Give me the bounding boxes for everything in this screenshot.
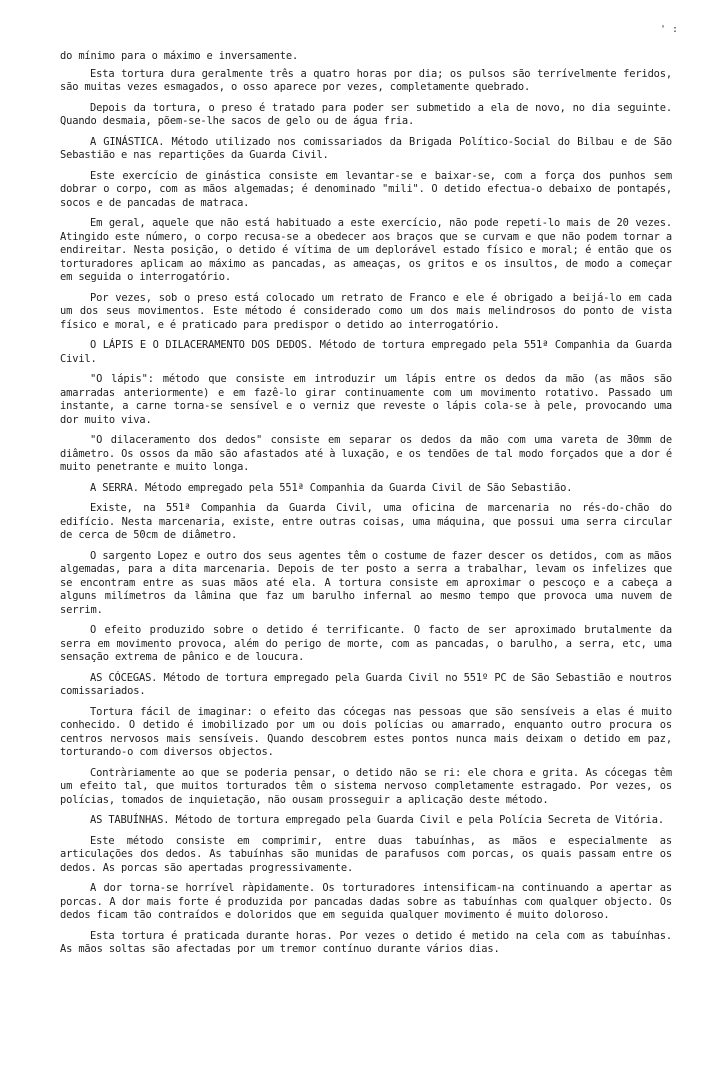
section-heading-ginastica: A GINÁSTICA. Método utilizado nos comissariados da Brigada Político-Social do Bilbau e de São Sebastião e nas repartições da Guarda Civil. [60,135,672,161]
section-heading-tabuinhas: AS TABUÍNHAS. Método de tortura empregado pela Guarda Civil e pela Polícia Secreta de Vitória. [90,814,664,826]
paragraph-1: do mínimo para o máximo e inversamente. [60,50,299,62]
section-heading-serra: A SERRA. Método empregado pela 551ª Companhia da Guarda Civil de São Sebastião. [90,481,573,494]
paragraph-9: "O lápis": método que consiste em introduzir um lápis entre os dedos da mão (as mãos são amarradas anteriormente) e em fazê-lo girar continuamente com um movimento rotativo. Passado um instante, a carne torna-se sensível e o verniz que reveste o lápis cola-se à pele, provocando uma dor muito viva. [60,373,672,426]
paragraph-20: A dor torna-se horrível ràpidamente. Os torturadores intensificam-na continuando a apertar as porcas. A dor mais forte é produzida por pancadas dadas sobre as tabuínhas com qualquer objecto. Os dedos ficam tão contraídos e doloridos que em seguida qualquer movimento é muito doloroso. [60,882,672,921]
paragraph-19: Este método consiste em comprimir, entre duas tabuínhas, as mãos e especialmente as articulações dos dedos. As tabuínhas são munidas de parafusos com porcas, os quais passam entre os dedos. As porcas são apertadas progressivamente. [60,834,672,874]
paragraph-7: Por vezes, sob o preso está colocado um retrato de Franco e ele é obrigado a beijá-lo em cada um dos seus movimentos. Este método é considerado como um dos mais melindrosos do ponto de vista físico e moral, e é praticado para predispor o detido ao interrogatório. [60,291,672,331]
paragraph-6: Em geral, aquele que não está habituado a este exercício, não pode repeti-lo mais de 20 vezes. Atingido este número, o corpo recusa-se a obedecer aos braços que se curvam e que não podem tornar a endireitar. Nesta posição, o detido é vítima de um deplorável estado físico e moral; é então que os torturadores aplicam ao máximo as pancadas, as ameaças, os gritos e os insultos, de modo a começar em seguida o interrogatório. [60,217,672,283]
paragraph-12: Existe, na 551ª Companhia da Guarda Civil, uma oficina de marcenaria no rés-do-chão do edifício. Nesta marcenaria, existe, entre outras coisas, uma máquina, que possui uma serra circular de cerca de 50cm de diâmetro. [60,502,672,541]
paragraph-17: Contràriamente ao que se poderia pensar, o detido não se ri: ele chora e grita. As cócegas têm um efeito tal, que muitos torturados têm o sistema nervoso completamente estragado. Por vezes, os polícias, tomados de inquietação, não ousam prosseguir a aplicação deste método. [60,766,672,806]
paragraph-13: O sargento Lopez e outro dos seus agentes têm o costume de fazer descer os detidos, com as mãos algemadas, para a dita marcenaria. Depois de ter posto a serra a trabalhar, levam os infelizes que se encontram entre as suas mãos até ela. A tortura consiste em aproximar o pescoço e a cabeça a alguns milímetros da lâmina que faz um barulho infernal ao mesmo tempo que provoca uma nuvem de serrim. [60,549,672,616]
section-heading-cocegas: AS CÓCEGAS. Método de tortura empregado pela Guarda Civil no 551º PC de São Sebastião e noutros comissariados. [60,671,672,697]
paragraph-16: Tortura fácil de imaginar: o efeito das cócegas nas pessoas que são sensíveis a elas é muito conhecido. O detido é imobilizado por um ou dois polícias ou amarrado, enquanto outro procura os centros nervosos mais sensíveis. Quando descobrem estes pontos nunca mais deixam o detido em paz, torturando-o com diversos objectos. [60,705,672,758]
paragraph-10: "O dilaceramento dos dedos" consiste em separar os dedos da mão com uma vareta de 30mm de diâmetro. Os ossos da mão são afastados até à luxação, e os tendões de tal modo forçados que a dor é muito penetrante e muito longa. [60,434,672,473]
paragraph-2: Esta tortura dura geralmente três a quatro horas por dia; os pulsos são terrívelmente feridos, são muitas vezes esmagados, o osso aparece por vezes, completamente quebrado. [60,67,672,93]
paragraph-21: Esta tortura é praticada durante horas. Por vezes o detido é metido na cela com as tabuínhas. As mãos soltas são afectadas por um tremor contínuo durante vários dias. [60,929,672,955]
paragraph-14: O efeito produzido sobre o detido é terrificante. O facto de ser aproximado brutalmente da serra em movimento provoca, além do perigo de morte, com as pancadas, o barulho, a serra, etc, uma sensação extrema de pânico e de loucura. [60,624,672,663]
paragraph-5: Este exercício de ginástica consiste em levantar-se e baixar-se, com a força dos punhos sem dobrar o corpo, com as mãos algemadas; é denominado "mili". O detido efectua-o debaixo de pontapés, socos e de pancadas de matraca. [60,169,672,209]
paragraph-3: Depois da tortura, o preso é tratado para poder ser submetido a ela de novo, no dia seguinte. Quando desmaia, põem-se-lhe sacos de gelo ou de água fria. [60,101,672,127]
section-heading-lapis: O LÁPIS E O DILACERAMENTO DOS DEDOS. Método de tortura empregado pela 551ª Companhia da Guarda Civil. [60,339,672,365]
margin-mark: ' : [659,24,678,35]
document-page [60,50,672,964]
